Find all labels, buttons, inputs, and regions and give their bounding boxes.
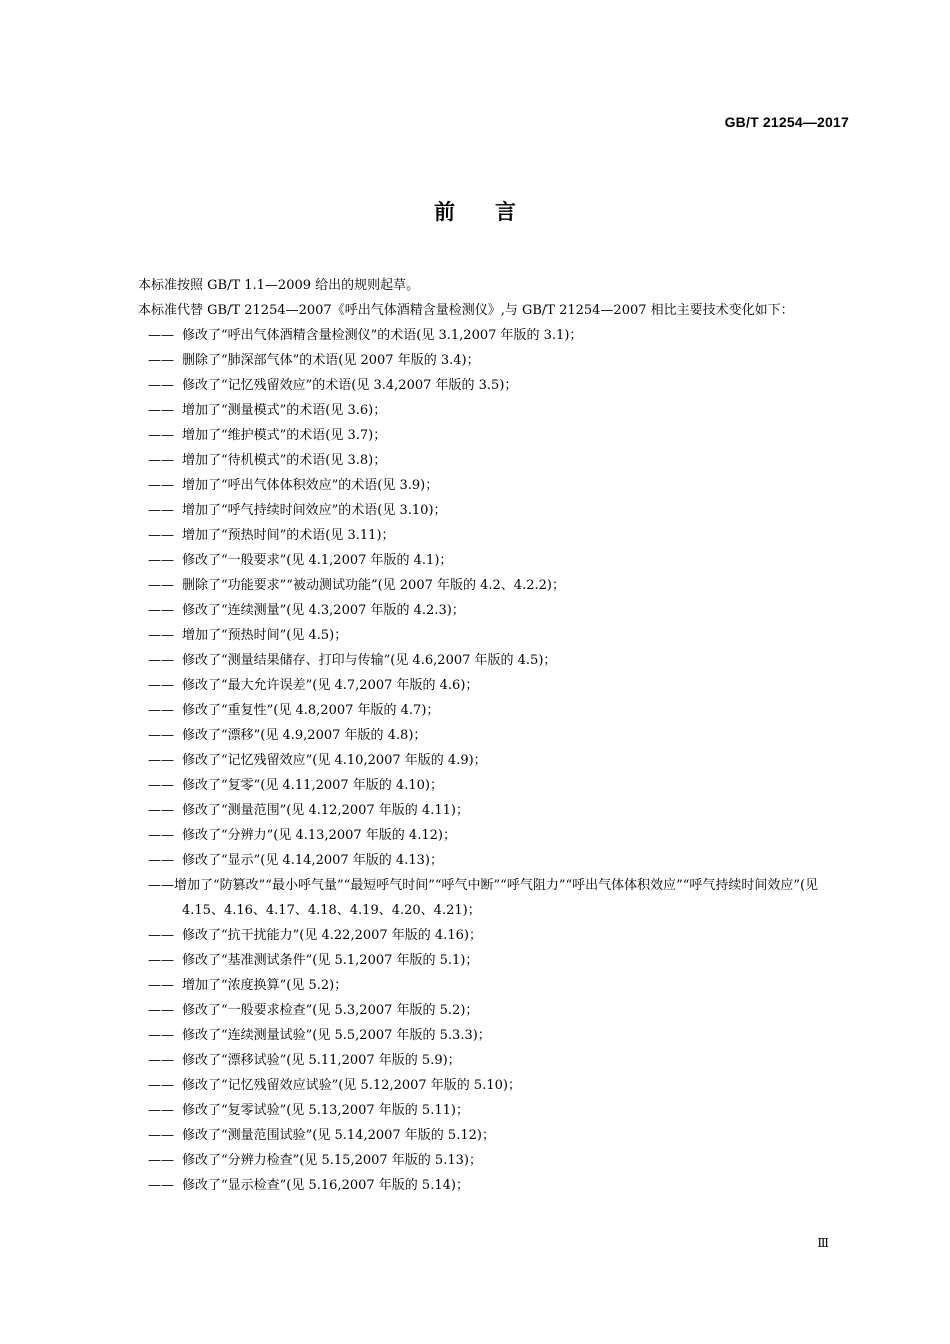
list-dash: ——: [148, 728, 174, 743]
list-item-text: 修改了“分辨力”(见 4.13,2007 年版的 4.12)；: [182, 828, 456, 843]
list-item: [112, 823, 852, 848]
page-number: Ⅲ: [817, 1236, 829, 1250]
list-item: [112, 873, 852, 923]
intro-paragraph-2: 本标准代替 GB/T 21254—2007《呼出气体酒精含量检测仪》,与 GB/T 21254—2007 相比主要技术变化如下：: [138, 303, 794, 318]
list-item-text: 修改了“漂移试验”(见 5.11,2007 年版的 5.9)；: [182, 1053, 461, 1068]
list-dash: ——: [148, 753, 174, 768]
list-dash: ——: [148, 1103, 174, 1118]
list-item: [112, 1073, 852, 1098]
list-dash: ——: [148, 1028, 174, 1043]
list-item-text: 修改了“抗干扰能力”(见 4.22,2007 年版的 4.16)；: [182, 928, 482, 943]
list-dash: ——: [148, 628, 174, 643]
list-dash: ——: [148, 1178, 174, 1193]
list-dash: ——: [148, 453, 174, 468]
list-dash: ——: [148, 378, 174, 393]
list-item-text: 增加了“维护模式”的术语(见 3.7)；: [182, 428, 387, 443]
list-item-text: 修改了“记忆残留效应”(见 4.10,2007 年版的 4.9)；: [182, 753, 487, 768]
list-item: [112, 923, 852, 948]
list-item-text: 修改了“记忆残留效应”的术语(见 3.4,2007 年版的 3.5)；: [182, 378, 518, 393]
list-dash: ——: [148, 1153, 174, 1168]
list-item: [112, 548, 852, 573]
list-dash: ——: [148, 403, 174, 418]
list-item: [112, 1048, 852, 1073]
document-body: [112, 273, 852, 1198]
list-item-text: 增加了“待机模式”的术语(见 3.8)；: [182, 453, 387, 468]
list-item: [112, 498, 852, 523]
list-item-text: 修改了“最大允许误差”(见 4.7,2007 年版的 4.6)；: [182, 678, 479, 693]
list-item: [112, 998, 852, 1023]
list-item-text: 修改了“复零”(见 4.11,2007 年版的 4.10)；: [182, 778, 443, 793]
list-item-text: 增加了“呼出气体体积效应”的术语(见 3.9)；: [182, 478, 439, 493]
list-item-text: 修改了“漂移”(见 4.9,2007 年版的 4.8)；: [182, 728, 427, 743]
list-item-text: 修改了“测量范围”(见 4.12,2007 年版的 4.11)；: [182, 803, 469, 818]
list-item-text: 修改了“分辨力检查”(见 5.15,2007 年版的 5.13)；: [182, 1153, 482, 1168]
list-item-text: 删除了“功能要求”“被动测试功能”(见 2007 年版的 4.2、4.2.2)；: [182, 578, 565, 593]
list-dash: ——: [148, 1053, 174, 1068]
list-item: [112, 323, 852, 348]
list-item-text: 增加了“测量模式”的术语(见 3.6)；: [182, 403, 387, 418]
list-dash: ——: [148, 503, 174, 518]
list-dash: ——: [148, 953, 174, 968]
list-item: [112, 973, 852, 998]
list-item-text: 修改了“一般要求”(见 4.1,2007 年版的 4.1)；: [182, 553, 453, 568]
intro-paragraph-1: 本标准按照 GB/T 1.1—2009 给出的规则起草。: [138, 278, 420, 293]
list-item: [112, 948, 852, 973]
list-dash: ——: [148, 553, 174, 568]
list-dash: ——: [148, 678, 174, 693]
list-dash: ——: [148, 428, 174, 443]
list-item: [112, 448, 852, 473]
list-item: [112, 848, 852, 873]
list-item-text: 删除了“肺深部气体”的术语(见 2007 年版的 3.4)；: [182, 353, 480, 368]
list-item-text: 修改了“基准测试条件”(见 5.1,2007 年版的 5.1)；: [182, 953, 479, 968]
list-item-text: 修改了“测量结果储存、打印与传输”(见 4.6,2007 年版的 4.5)；: [182, 653, 557, 668]
list-item-text: 修改了“复零试验”(见 5.13,2007 年版的 5.11)；: [182, 1103, 469, 1118]
list-item: [112, 598, 852, 623]
list-item: [112, 1148, 852, 1173]
list-dash: ——: [148, 603, 174, 618]
list-dash: ——: [148, 528, 174, 543]
list-dash: ——: [148, 353, 174, 368]
list-item: [112, 1173, 852, 1198]
list-item: [112, 698, 852, 723]
list-dash: ——: [148, 803, 174, 818]
list-dash: ——: [148, 478, 174, 493]
standard-code: GB/T 21254—2017: [724, 114, 849, 130]
list-item: [112, 723, 852, 748]
list-item-text: 修改了“显示检查”(见 5.16,2007 年版的 5.14)；: [182, 1178, 469, 1193]
list-item-text: 修改了“呼出气体酒精含量检测仪”的术语(见 3.1,2007 年版的 3.1)；: [182, 328, 583, 343]
list-dash: ——: [148, 1078, 174, 1093]
list-dash: ——: [148, 328, 174, 343]
list-dash: ——: [148, 1003, 174, 1018]
list-item-text: 修改了“显示”(见 4.14,2007 年版的 4.13)；: [182, 853, 443, 868]
list-dash: ——: [148, 928, 174, 943]
list-dash: ——: [148, 578, 174, 593]
list-item-text: 修改了“连续测量试验”(见 5.5,2007 年版的 5.3.3)；: [182, 1028, 491, 1043]
list-item-text: 增加了“预热时间”的术语(见 3.11)；: [182, 528, 395, 543]
list-item-text: 增加了“呼气持续时间效应”的术语(见 3.10)；: [182, 503, 447, 518]
list-dash: ——: [148, 1128, 174, 1143]
list-dash: ——: [148, 778, 174, 793]
list-item: [112, 398, 852, 423]
list-item: [112, 1023, 852, 1048]
list-item-text: 修改了“记忆残留效应试验”(见 5.12,2007 年版的 5.10)；: [182, 1078, 521, 1093]
list-item-text: 增加了“浓度换算”(见 5.2)；: [182, 978, 348, 993]
list-dash: ——: [148, 878, 174, 893]
list-item-text: 修改了“测量范围试验”(见 5.14,2007 年版的 5.12)；: [182, 1128, 495, 1143]
list-item: [112, 1098, 852, 1123]
list-item: [112, 673, 852, 698]
list-item-text: 增加了“防篡改”“最小呼气量”“最短呼气时间”“呼气中断”“呼气阻力”“呼出气体体积效应”“呼气持续时间效应”(见 4.15、4.16、4.17、4.18、4.19、4.20、4.21)；: [174, 878, 819, 918]
list-item: [112, 423, 852, 448]
list-item-text: 修改了“重复性”(见 4.8,2007 年版的 4.7)；: [182, 703, 440, 718]
list-dash: ——: [148, 653, 174, 668]
list-item: [112, 1123, 852, 1148]
list-item: [112, 523, 852, 548]
list-item: [112, 348, 852, 373]
list-dash: ——: [148, 703, 174, 718]
list-dash: ——: [148, 853, 174, 868]
page-title: 前言: [434, 200, 556, 224]
list-dash: ——: [148, 978, 174, 993]
list-item: [112, 573, 852, 598]
list-item: [112, 798, 852, 823]
list-item: [112, 373, 852, 398]
list-item-text: 增加了“预热时间”(见 4.5)；: [182, 628, 348, 643]
list-item-text: 修改了“连续测量”(见 4.3,2007 年版的 4.2.3)；: [182, 603, 465, 618]
change-list: [112, 323, 852, 1198]
list-dash: ——: [148, 828, 174, 843]
list-item-text: 修改了“一般要求检查”(见 5.3,2007 年版的 5.2)；: [182, 1003, 479, 1018]
list-item: [112, 473, 852, 498]
list-item: [112, 748, 852, 773]
list-item: [112, 773, 852, 798]
list-item: [112, 623, 852, 648]
list-item: [112, 648, 852, 673]
